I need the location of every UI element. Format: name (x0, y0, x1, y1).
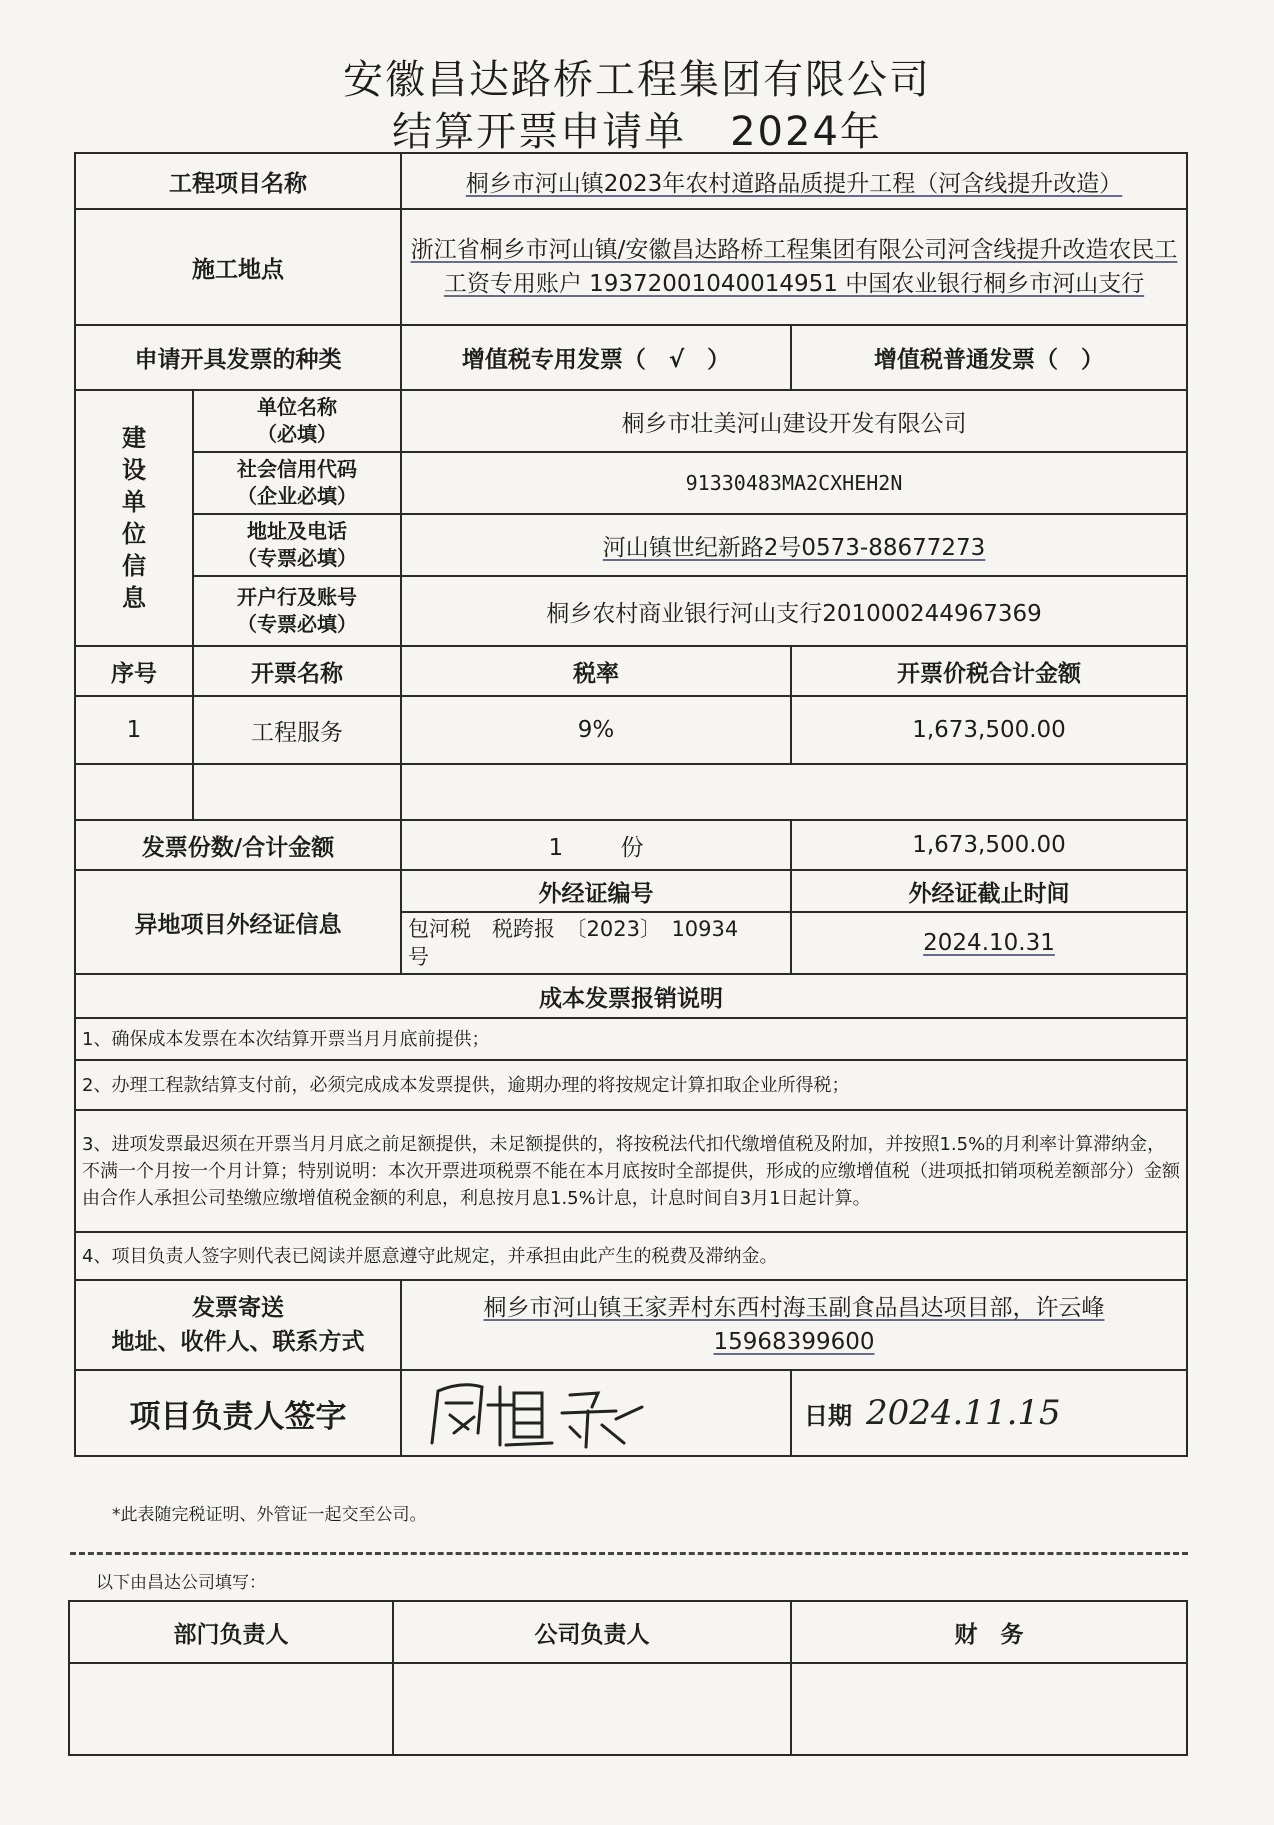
label-line: 单位名称 (257, 395, 337, 419)
company-fill-intro: 以下由昌达公司填写： (96, 1573, 266, 1593)
label-line: 地址及电话 (247, 519, 347, 543)
mailing-label (75, 1280, 401, 1370)
totals-label: 发票份数/合计金额 (75, 820, 401, 870)
finance-sign (791, 1663, 1187, 1755)
builder-char: 信 (122, 552, 146, 580)
label-line: 社会信用代码 (237, 457, 357, 481)
builder-char: 位 (122, 520, 146, 548)
handwritten-date: 2024.11.15 (866, 1393, 1061, 1433)
builder-char: 息 (122, 584, 146, 612)
mailing-value (401, 1280, 1187, 1370)
dashed-divider (70, 1552, 1188, 1555)
address-phone-label (193, 514, 401, 576)
builder-char: 建 (122, 424, 146, 452)
company-name: 安徽昌达路桥工程集团有限公司 (343, 57, 931, 103)
date-label: 日期 (804, 1401, 852, 1430)
builder-name-value: 桐乡市壮美河山建设开发有限公司 (401, 390, 1187, 452)
item-name: 工程服务 (193, 696, 401, 764)
site-label: 施工地点 (75, 209, 401, 325)
item-no: 1 (75, 696, 193, 764)
builder-name-label (193, 390, 401, 452)
form-title (0, 100, 1274, 157)
label-line: （必填） (257, 422, 337, 446)
empty-cell (75, 764, 193, 820)
credit-code-label (193, 452, 401, 514)
col-header-amount: 开票价税合计金额 (791, 646, 1187, 696)
outside-label: 异地项目外经证信息 (75, 870, 401, 974)
mailing-address: 桐乡市河山镇王家弄村东西村海玉副食品昌达项目部，许云峰 (483, 1295, 1105, 1321)
cost-note-item: 4、项目负责人签字则代表已阅读并愿意遵守此规定，并承担由此产生的税费及滞纳金。 (75, 1232, 1187, 1280)
signature-label: 项目负责人签字 (75, 1370, 401, 1456)
empty-cell (401, 764, 1187, 820)
outside-no-line: 包河税 税跨报 〔2023〕 10934 (408, 917, 739, 941)
site-value: 浙江省桐乡市河山镇/安徽昌达路桥工程集团有限公司河含线提升改造农民工工资专用账户 19372001040014951 中国农业银行桐乡市河山支行 (401, 209, 1187, 325)
bank-account-label (193, 576, 401, 646)
outside-no-label: 外经证编号 (401, 870, 791, 912)
outside-no-value (401, 912, 791, 974)
invoice-type-label: 申请开具发票的种类 (75, 325, 401, 390)
outside-deadline-value: 2024.10.31 (791, 912, 1187, 974)
outside-deadline-label: 外经证截止时间 (791, 870, 1187, 912)
company-head-sign (393, 1663, 791, 1755)
date-cell (791, 1370, 1187, 1456)
invoice-type-normal: 增值税普通发票（ ） (791, 325, 1187, 390)
cost-note-item: 2、办理工程款结算支付前，必须完成成本发票提供，逾期办理的将按规定计算扣取企业所得税； (75, 1060, 1187, 1110)
form-year: 2024年 (730, 109, 882, 155)
footnote: *此表随完税证明、外管证一起交至公司。 (112, 1505, 427, 1525)
bank-account-value: 桐乡农村商业银行河山支行201000244967369 (401, 576, 1187, 646)
totals-count: 1 (548, 834, 564, 861)
empty-cell (193, 764, 401, 820)
finance-label: 财 务 (791, 1601, 1187, 1663)
label-line: （专票必填） (237, 546, 357, 570)
item-amount: 1,673,500.00 (791, 696, 1187, 764)
cost-notes-title: 成本发票报销说明 (75, 974, 1187, 1018)
cost-note-item: 3、进项发票最迟须在开票当月月底之前足额提供，未足额提供的，将按税法代扣代缴增值税及附加，并按照1.5%的月利率计算滞纳金，不满一个月按一个月计算；特别说明：本次开票进项税票不能在本月底按时全部提供，形成的应缴增值税（进项抵扣销项税差额部分）金额由合作人承担公司垫缴应缴增值税金额的利息，利息按月息1.5%计息，计息时间自3月1日起计算。 (75, 1110, 1187, 1232)
totals-amount: 1,673,500.00 (791, 820, 1187, 870)
label-line: （企业必填） (237, 484, 357, 508)
builder-section-label (75, 390, 193, 646)
totals-unit: 份 (620, 834, 644, 861)
project-name-value: 桐乡市河山镇2023年农村道路品质提升工程（河含线提升改造） (401, 153, 1187, 209)
mailing-label-line: 地址、收件人、联系方式 (111, 1329, 365, 1355)
mailing-label-line: 发票寄送 (192, 1295, 284, 1321)
form-title-text: 结算开票申请单 (392, 109, 687, 155)
mailing-phone: 15968399600 (713, 1329, 875, 1355)
col-header-name: 开票名称 (193, 646, 401, 696)
dept-head-sign (69, 1663, 393, 1755)
approval-table (68, 1600, 1188, 1756)
outside-no-line: 号 (408, 945, 429, 969)
cost-note-item: 1、确保成本发票在本次结算开票当月月底前提供； (75, 1018, 1187, 1060)
col-header-no: 序号 (75, 646, 193, 696)
builder-char: 单 (122, 488, 146, 516)
table-row (75, 696, 1187, 764)
item-rate: 9% (401, 696, 791, 764)
invoice-type-special: 增值税专用发票（ √ ） (401, 325, 791, 390)
label-line: （专票必填） (237, 612, 357, 636)
col-header-rate: 税率 (401, 646, 791, 696)
label-line: 开户行及账号 (237, 585, 357, 609)
address-phone-value: 河山镇世纪新路2号0573-88677273 (401, 514, 1187, 576)
totals-count-cell (401, 820, 791, 870)
handwritten-signature (402, 1373, 662, 1453)
builder-char: 设 (122, 456, 146, 484)
application-table (74, 152, 1188, 1457)
dept-head-label: 部门负责人 (69, 1601, 393, 1663)
empty-row (75, 764, 1187, 820)
credit-code-value: 91330483MA2CXHEH2N (401, 452, 1187, 514)
project-name-label: 工程项目名称 (75, 153, 401, 209)
signature-cell (401, 1370, 791, 1456)
company-head-label: 公司负责人 (393, 1601, 791, 1663)
